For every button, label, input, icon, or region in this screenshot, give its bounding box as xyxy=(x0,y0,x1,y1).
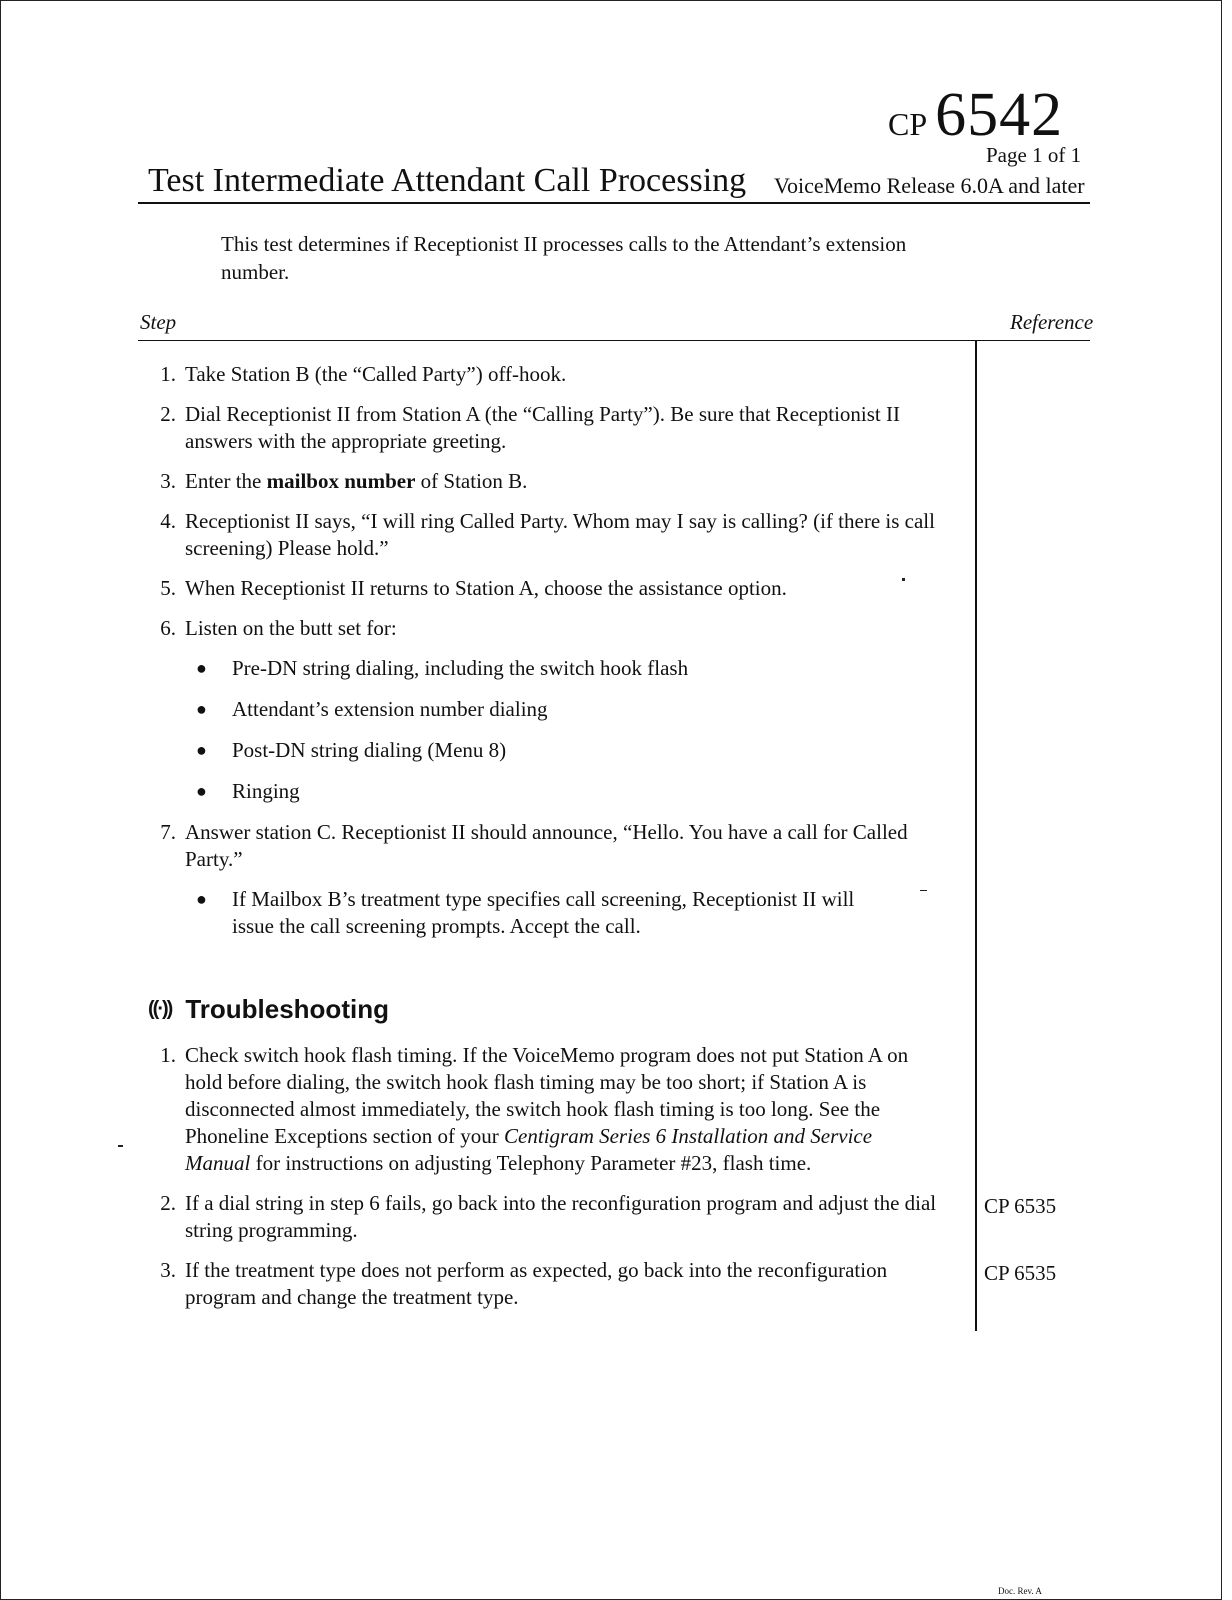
bullet-icon: ● xyxy=(196,658,207,678)
step-column-header: Step xyxy=(140,310,177,334)
item-text-post: for instructions on adjusting Telephony Parameter #23, flash time. xyxy=(250,1151,812,1175)
step-text-pre: Enter the xyxy=(185,469,267,493)
reference-column-header: Reference xyxy=(1010,310,1094,334)
scan-speck xyxy=(902,578,905,581)
troubleshooting-heading xyxy=(148,994,389,1025)
intro-paragraph: This test determines if Receptionist II processes calls to the Attendant’s extension number. xyxy=(221,232,907,284)
step-text: Answer station C. Receptionist II should announce, “Hello. You have a call for Called Party.” xyxy=(185,820,908,871)
step-text: When Receptionist II returns to Station A, choose the assistance option. xyxy=(185,576,787,600)
bullet-text: If Mailbox B’s treatment type specifies call screening, Receptionist II will issue the call screening prompts. Accept the call. xyxy=(232,887,855,938)
bullet-icon: ● xyxy=(196,781,207,801)
item-text: If the treatment type does not perform as expected, go back into the reconfiguration program and change the treatment type. xyxy=(185,1258,888,1309)
list-item xyxy=(138,615,938,642)
item-number: 2. xyxy=(160,1191,176,1215)
step-text: Take Station B (the “Called Party”) off-hook. xyxy=(185,362,567,386)
list-item xyxy=(138,401,938,455)
manual-title: Centigram Series 6 Installation and Service Manual xyxy=(185,1124,873,1175)
step-text xyxy=(185,468,938,495)
step-number: 5. xyxy=(160,576,176,600)
bullet-text: Ringing xyxy=(232,779,300,803)
bullet-item xyxy=(196,696,938,723)
step-number: 2. xyxy=(160,402,176,426)
list-item xyxy=(138,1257,938,1311)
release-note: VoiceMemo Release 6.0A and later xyxy=(774,173,1085,198)
doc-revision: Doc. Rev. A xyxy=(998,1586,1042,1596)
steps-list xyxy=(138,361,938,954)
step-text: Listen on the butt set for: xyxy=(185,616,397,640)
column-header-rule xyxy=(138,340,1090,341)
list-item xyxy=(138,361,938,388)
step-number: 4. xyxy=(160,509,176,533)
bullet-icon: ● xyxy=(196,889,207,909)
item-number: 3. xyxy=(160,1258,176,1282)
reference-cp-6535: CP 6535 xyxy=(984,1194,1057,1218)
step-text-post: of Station B. xyxy=(415,469,528,493)
mailbox-number-term: mailbox number xyxy=(266,469,416,493)
list-item xyxy=(138,1042,938,1177)
bullet-text: Pre-DN string dialing, including the switch hook flash xyxy=(232,656,689,680)
troubleshooting-icon: ((·)) xyxy=(148,998,172,1020)
bullet-item xyxy=(196,778,938,805)
list-item xyxy=(138,468,938,495)
scan-speck xyxy=(920,890,927,891)
title-rule xyxy=(138,202,1090,204)
step-number: 7. xyxy=(160,820,176,844)
document-code xyxy=(888,80,1063,151)
bullet-icon: ● xyxy=(196,740,207,760)
list-item xyxy=(138,575,938,602)
bullet-text: Attendant’s extension number dialing xyxy=(232,697,548,721)
page-title: Test Intermediate Attendant Call Processing xyxy=(148,162,747,199)
reference-cp-6535: CP 6535 xyxy=(984,1261,1057,1285)
item-text-pre: Check switch hook flash timing. If the VoiceMemo program does not put Station A on hold before dialing, the switch hook flash timing may be too short; if Station A is disconnected almost immediately, the switch hook flash timing is too long. See the Phoneline Exceptions section of your xyxy=(185,1043,909,1148)
item-number: 1. xyxy=(160,1043,176,1067)
step-text: Receptionist II says, “I will ring Called Party. Whom may I say is calling? (if there is call screening) Please hold.” xyxy=(185,509,935,560)
bullet-item xyxy=(196,737,938,764)
step-number: 3. xyxy=(160,469,176,493)
bullet-icon: ● xyxy=(196,699,207,719)
step-text: Dial Receptionist II from Station A (the “Calling Party”). Be sure that Receptionist II answers with the appropriate greeting. xyxy=(185,402,901,453)
step-number: 1. xyxy=(160,362,176,386)
doc-prefix: CP xyxy=(888,106,928,142)
bullet-text: Post-DN string dialing (Menu 8) xyxy=(232,738,507,762)
reference-column-divider xyxy=(975,341,977,1331)
troubleshooting-list xyxy=(138,1042,938,1324)
step-number: 6. xyxy=(160,616,176,640)
item-text xyxy=(185,1042,938,1177)
doc-number: 6542 xyxy=(935,81,1064,149)
bullet-item xyxy=(196,655,938,682)
list-item xyxy=(138,819,938,873)
bullet-item xyxy=(196,886,856,940)
page-indicator: Page 1 of 1 xyxy=(986,143,1082,167)
item-text: If a dial string in step 6 fails, go back into the reconfiguration program and adjust the dial string programming. xyxy=(185,1191,937,1242)
scan-speck xyxy=(118,1145,123,1147)
list-item xyxy=(138,508,938,562)
list-item xyxy=(138,1190,938,1244)
troubleshooting-title: Troubleshooting xyxy=(185,994,389,1024)
